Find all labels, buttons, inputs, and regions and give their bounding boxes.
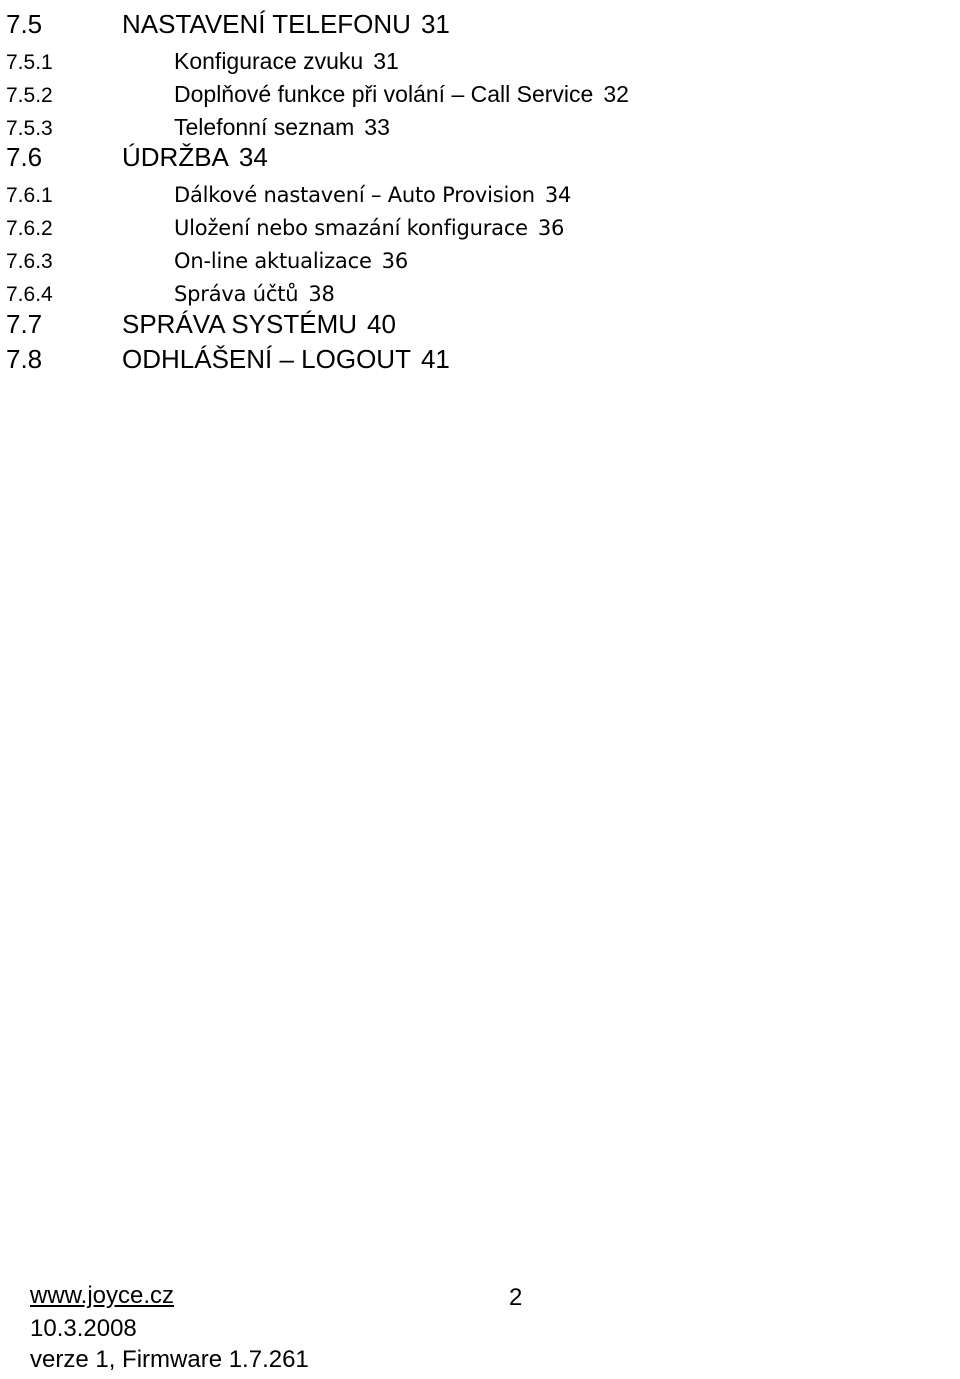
toc-entry-page: 31 xyxy=(420,9,450,39)
toc-entry-page: 34 xyxy=(544,183,572,207)
toc-entry-title: SPRÁVA SYSTÉMU xyxy=(122,309,358,339)
toc-entry-title: Správa účtů xyxy=(174,282,299,306)
toc-entry-page: 32 xyxy=(603,81,629,107)
toc-entry-number: 7.6.4 xyxy=(6,283,53,306)
toc-entry-page: 41 xyxy=(420,344,450,374)
toc-entry-number: 7.5.3 xyxy=(6,117,53,140)
toc-entry-title: ÚDRŽBA xyxy=(122,142,229,172)
version-info: verze 1, Firmware 1.7.261 xyxy=(30,1346,309,1373)
toc-entry-number: 7.5.2 xyxy=(6,84,53,107)
toc-entry-title: Konfigurace zvuku xyxy=(174,48,364,74)
page-number: 2 xyxy=(509,1284,523,1311)
toc-entry-page: 40 xyxy=(367,309,396,339)
toc-entry-page: 36 xyxy=(537,216,565,240)
toc-entry-title: Telefonní seznam xyxy=(174,114,355,140)
toc-entry-title: NASTAVENÍ TELEFONU xyxy=(122,9,411,39)
toc-entry-number: 7.5 xyxy=(6,9,43,39)
website-link[interactable]: www.joyce.cz xyxy=(30,1282,175,1309)
toc-entry-page: 34 xyxy=(238,142,268,172)
toc-entry-page: 36 xyxy=(381,249,408,273)
toc-entry-number: 7.6 xyxy=(6,142,43,172)
toc-entry-title: Uložení nebo smazání konfigurace xyxy=(174,216,528,240)
toc-entry-title: On-line aktualizace xyxy=(174,249,372,273)
toc-entry-title: Dálkové nastavení – Auto Provision xyxy=(174,183,535,207)
toc-entry-page: 31 xyxy=(373,48,399,74)
toc-entry-number: 7.7 xyxy=(6,309,43,339)
toc-entry-title: ODHLÁŠENÍ – LOGOUT xyxy=(122,344,411,374)
toc-entry-number: 7.6.2 xyxy=(6,217,53,240)
toc-entry-page: 33 xyxy=(364,114,390,140)
toc-entry-number: 7.6.1 xyxy=(6,184,53,207)
toc-entry-number: 7.5.1 xyxy=(6,51,53,74)
toc-entry-number: 7.8 xyxy=(6,344,43,374)
toc-entry-page: 38 xyxy=(308,282,335,306)
toc-entry-number: 7.6.3 xyxy=(6,250,53,273)
toc-entry-title: Doplňové funkce při volání – Call Service xyxy=(174,81,594,107)
document-date: 10.3.2008 xyxy=(30,1315,137,1342)
